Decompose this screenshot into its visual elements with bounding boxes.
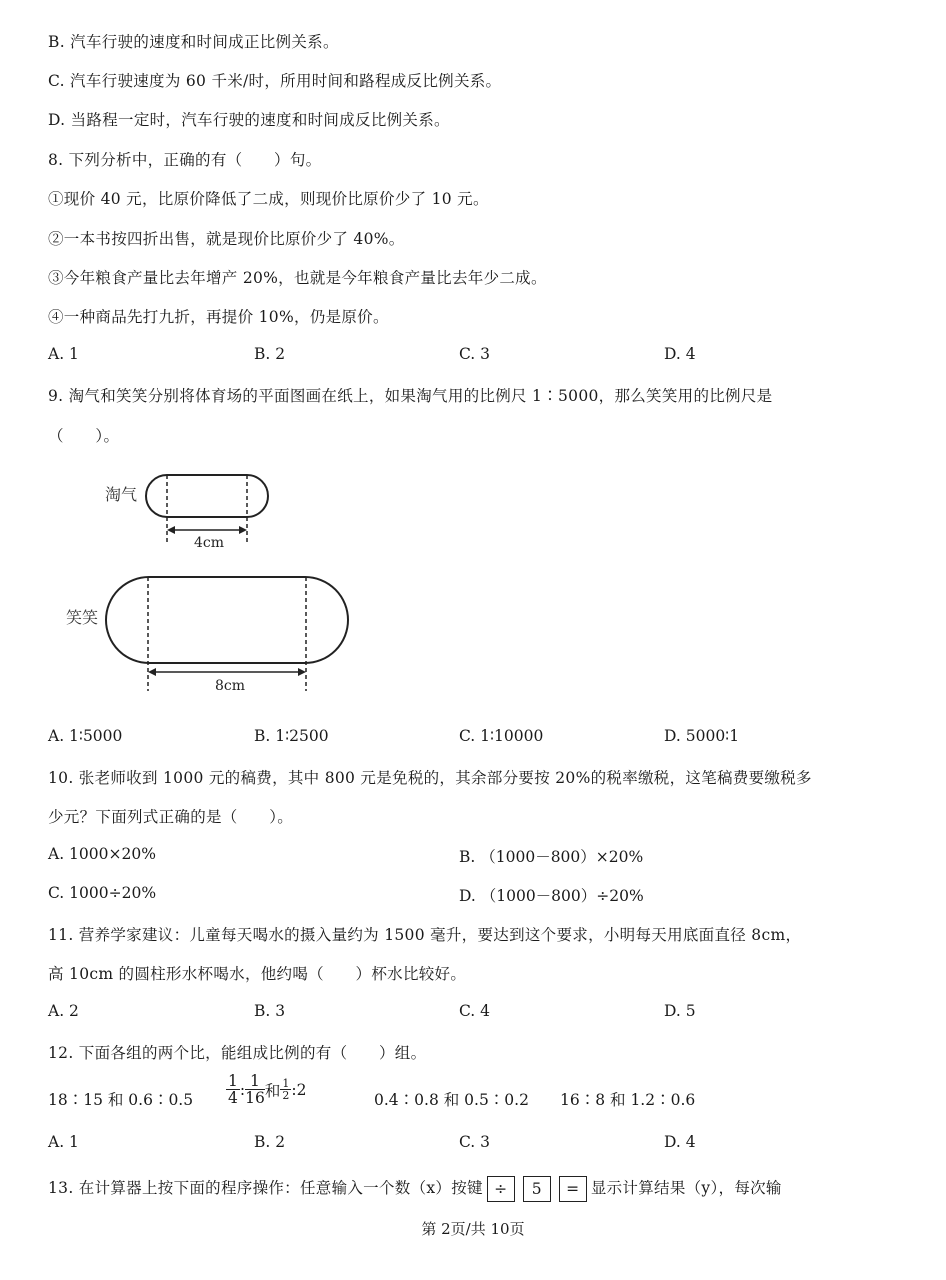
large-dim-label: 8cm [215, 678, 246, 694]
q10-option-c[interactable]: C. 1000÷20% [48, 884, 157, 902]
q12-group-3: 0.4∶0.8 和 0.5∶0.2 [374, 1091, 529, 1109]
q9-option-a[interactable]: A. 1∶5000 [48, 727, 123, 745]
q11-option-b[interactable]: B. 3 [254, 1002, 286, 1020]
option-line-d: D. 当路程一定时，汽车行驶的速度和时间成反比例关系。 [48, 111, 450, 129]
q10-option-b[interactable]: B. （1000－800）×20% [459, 848, 644, 866]
q8-statement-1: ①现价 40 元，比原价降低了二成，则现价比原价少了 10 元。 [48, 190, 489, 208]
q8-option-c[interactable]: C. 3 [459, 345, 491, 363]
question-8: 8. 下列分析中，正确的有（ ）句。 [48, 151, 322, 169]
question-9-line1: 9. 淘气和笑笑分别将体育场的平面图画在纸上，如果淘气用的比例尺 1∶5000，那么笑笑用的比例尺是 [48, 387, 773, 405]
q12-option-b[interactable]: B. 2 [254, 1133, 286, 1151]
figure-label-xiaoxiao: 笑笑 [66, 608, 99, 627]
small-dim-label: 4cm [194, 535, 225, 551]
q12-group-4: 16∶8 和 1.2∶0.6 [560, 1091, 696, 1109]
divide-key: ÷ [487, 1176, 515, 1202]
option-line-c: C. 汽车行驶速度为 60 千米/时，所用时间和路程成反比例关系。 [48, 72, 502, 90]
question-10-line1: 10. 张老师收到 1000 元的稿费，其中 800 元是免税的，其余部分要按 20%的税率缴税，这笔稿费要缴税多 [48, 769, 812, 787]
q11-option-a[interactable]: A. 2 [48, 1002, 79, 1020]
q11-option-c[interactable]: C. 4 [459, 1002, 491, 1020]
q9-option-d[interactable]: D. 5000∶1 [664, 727, 740, 745]
fraction-1-16: $\frac{1}{16}$ [245, 1072, 265, 1108]
option-line-b: B. 汽车行驶的速度和时间成正比例关系。 [48, 33, 339, 51]
q11-option-d[interactable]: D. 5 [664, 1002, 696, 1020]
q9-option-b[interactable]: B. 1∶2500 [254, 727, 329, 745]
q8-statement-3: ③今年粮食产量比去年增产 20%，也就是今年粮食产量比去年少二成。 [48, 269, 547, 287]
q8-statement-2: ②一本书按四折出售，就是现价比原价少了 40%。 [48, 230, 405, 248]
question-11-line1: 11. 营养学家建议：儿童每天喝水的摄入量约为 1500 毫升，要达到这个要求，小明每天用底面直径 8cm， [48, 926, 802, 944]
page-footer: 第 2页/共 10页 [421, 1220, 525, 1238]
q12-group-1: 18∶15 和 0.6∶0.5 [48, 1091, 194, 1109]
q8-option-b[interactable]: B. 2 [254, 345, 286, 363]
fraction-1-4: $\frac{1}{4}$ [228, 1072, 238, 1108]
question-11-line2: 高 10cm 的圆柱形水杯喝水，他约喝（ ）杯水比较好。 [48, 965, 467, 983]
q9-option-c[interactable]: C. 1∶10000 [459, 727, 544, 745]
q12-option-c[interactable]: C. 3 [459, 1133, 491, 1151]
q8-option-a[interactable]: A. 1 [48, 345, 79, 363]
five-key: 5 [523, 1176, 551, 1202]
question-12: 12. 下面各组的两个比，能组成比例的有（ ）组。 [48, 1044, 427, 1062]
figure-label-taoqi: 淘气 [105, 485, 138, 504]
q8-statement-4: ④一种商品先打九折，再提价 10%，仍是原价。 [48, 308, 389, 326]
small-track-shape [146, 475, 268, 517]
fraction-1-2: $\frac{1}{2}$ [282, 1076, 290, 1103]
question-10-line2: 少元？下面列式正确的是（ ）。 [48, 808, 294, 826]
q10-option-a[interactable]: A. 1000×20% [48, 845, 156, 863]
q8-option-d[interactable]: D. 4 [664, 345, 696, 363]
q12-group-2: $\frac{1}{4}$ : $\frac{1}{16}$ 和 $\frac{1}{2}$ :2 [228, 1072, 307, 1108]
scale-figure [60, 465, 420, 715]
question-13: 13. 在计算器上按下面的程序操作：任意输入一个数（x）按键 ÷ 5 = 显示计算结果（y），每次输 [48, 1176, 782, 1202]
equals-key: = [559, 1176, 587, 1202]
q10-option-d[interactable]: D. （1000－800）÷20% [459, 887, 644, 905]
large-track-shape [106, 577, 348, 663]
q12-option-d[interactable]: D. 4 [664, 1133, 696, 1151]
q12-option-a[interactable]: A. 1 [48, 1133, 79, 1151]
question-9-line2: （ ）。 [48, 427, 120, 445]
